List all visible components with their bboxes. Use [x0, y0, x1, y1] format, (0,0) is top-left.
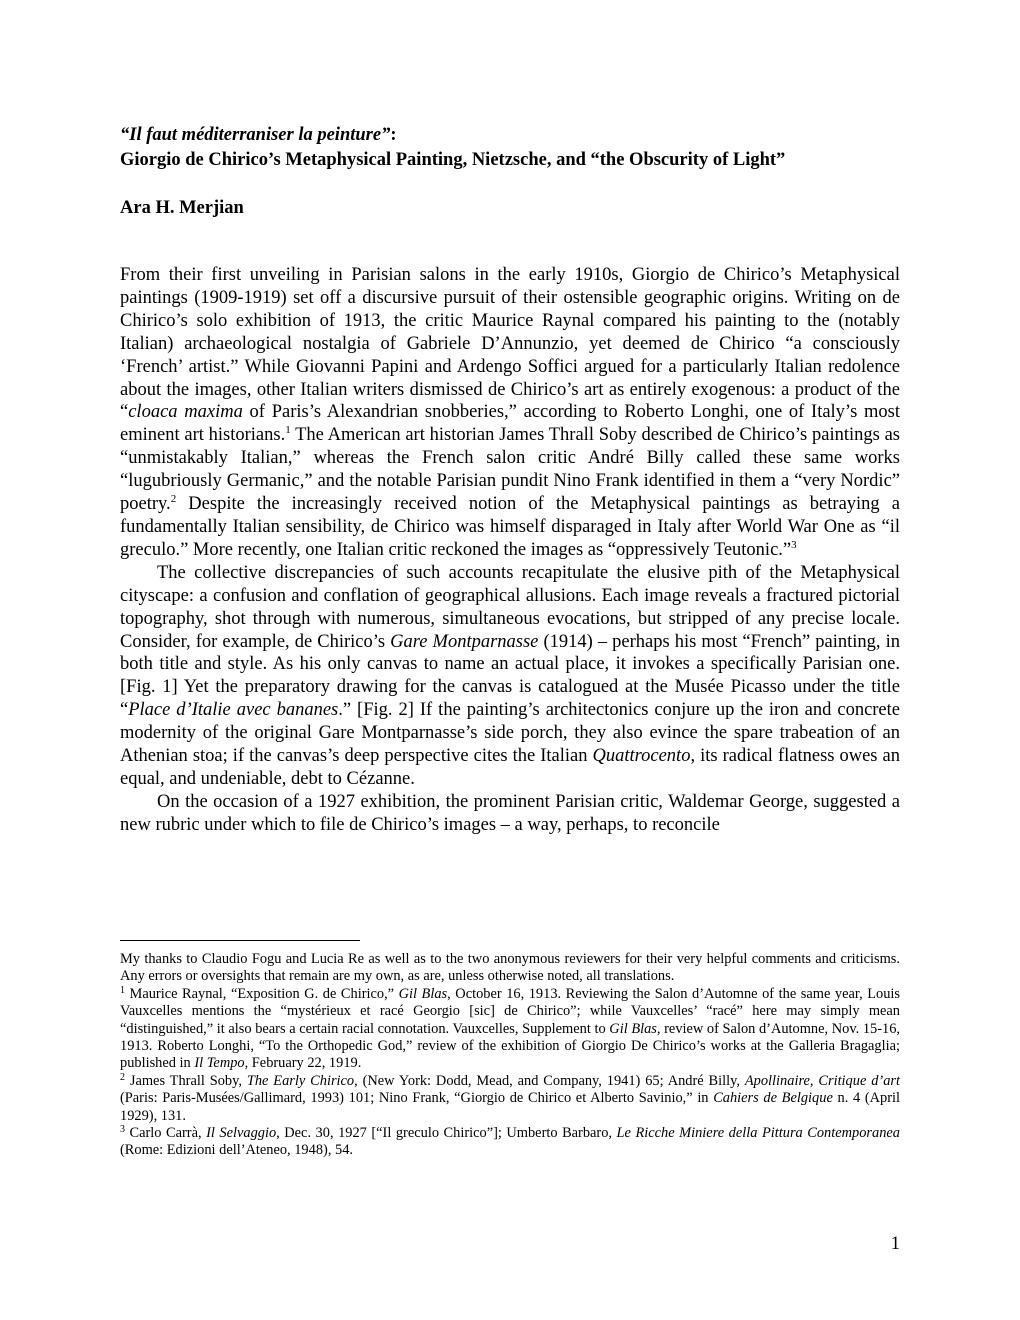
- italic-span: Il Tempo: [194, 1055, 245, 1072]
- footnote-ref-2[interactable]: 2: [170, 493, 177, 506]
- paragraph-1: [120, 264, 900, 562]
- italic-span: Place d’Italie avec bananes: [128, 700, 339, 721]
- footnote-3: [120, 1125, 900, 1160]
- italic-span: Gil Blas: [398, 985, 448, 1002]
- text-span: (1914) – perhaps his most “French” painting, in both title and style. As his only canvas to name an actual place, it invokes a specifically Parisian one. [Fig. 1] Yet the preparatory drawing for the canvas is catalogued at the Musée Picasso under the title “: [120, 631, 900, 721]
- paragraph-2: [120, 562, 900, 791]
- title-line-1: [120, 123, 900, 148]
- text-span: , October 16, 1913. Reviewing the Salon d’Automne of the same year, Louis Vauxcelles mentions the “mystérieux et racé Georgio [sic] de Chirico”; while Vauxcelles’ “racé” here may simply mean “distinguished,” it also bears a certain racial connotation. Vauxcelles, Supplement to: [120, 985, 901, 1037]
- text-span: , Dec. 30, 1927 [“Il greculo Chirico”]; Umberto Barbaro,: [276, 1125, 617, 1142]
- text-span: , review of Salon d’Automne, Nov. 15-16, 1913. Roberto Longhi, “To the Orthopedic God,” review of the exhibition of Giorgio De Chirico’s works at the Galleria Bragaglia; published in: [120, 1020, 900, 1072]
- footnote-divider: [120, 940, 360, 941]
- text-span: Despite the increasingly received notion of the Metaphysical paintings as betraying a fundamentally Italian sensibility, de Chirico was himself disparaged in Italy after World War One as “il greculo.” More recently, one Italian critic reckoned the images as “oppressively Teutonic.”: [120, 494, 900, 560]
- body-text: [120, 264, 900, 837]
- footnote-2: [120, 1073, 900, 1125]
- text-span: , (New York: Dodd, Mead, and Company, 1941) 65; André Billy,: [354, 1072, 745, 1089]
- text-span: , its radical flatness owes an equal, and undeniable, debt to Cézanne.: [120, 746, 900, 789]
- text-span: of Paris’s Alexandrian snobberies,” according to Roberto Longhi, one of Italy’s most eminent art historians.: [120, 402, 900, 446]
- italic-span: Le Ricche Miniere della Pittura Contemporanea: [616, 1125, 900, 1142]
- italic-span: The Early Chirico: [246, 1072, 355, 1089]
- italic-span: Gil Blas: [609, 1020, 657, 1037]
- paper-page: [120, 0, 900, 1320]
- author-name: Ara H. Merjian: [120, 198, 244, 218]
- text-span: (Rome: Edizioni dell’Ateneo, 1948), 54.: [120, 1142, 353, 1159]
- page-number: 1: [890, 1234, 900, 1254]
- italic-span: Cahiers de Belgique: [713, 1090, 833, 1107]
- italic-span: Gare Montparnasse: [390, 631, 539, 652]
- text-span: From their first unveiling in Parisian salons in the early 1910s, Giorgio de Chirico’s Metaphysical paintings (1909-1919) set off a discursive pursuit of their ostensible geographic origins. Writing on de Chirico’s solo exhibition of 1913, the critic Maurice Raynal compared his painting to the (notably Italian) archaeological nostalgia of Gabriele D’Annunzio, yet deemed de Chirico “a consciously ‘French’ artist.” While Giovanni Papini and Ardengo Soffici argued for a particularly Italian redolence about the images, other Italian writers dismissed de Chirico’s art as entirely exogenous: a product of the “: [120, 265, 900, 423]
- footnote-1: [120, 986, 900, 1073]
- text-span: Carlo Carrà,: [125, 1125, 207, 1142]
- italic-span: cloaca maxima: [128, 402, 243, 423]
- text-span: Maurice Raynal, “Exposition G. de Chirico,”: [125, 985, 399, 1002]
- title-quote: “Il faut méditerraniser la peinture”: [120, 125, 391, 145]
- text-span: (Paris: Paris-Musées/Gallimard, 1993) 101; Nino Frank, “Giorgio de Chirico et Alberto Savinio,” in: [120, 1090, 714, 1107]
- footnote-ref-3[interactable]: 3: [791, 538, 797, 551]
- italic-span: Apollinaire, Critique d’art: [744, 1072, 900, 1089]
- text-span: , February 22, 1919.: [244, 1055, 362, 1072]
- text-span: .” [Fig. 2] If the painting’s architectonics conjure up the iron and concrete modernity of the original Gare Montparnasse’s side porch, they also evince the spare trabeation of an Athenian stoa; if the canvas’s deep perspective cites the Italian: [120, 700, 900, 767]
- footnote-ref-1[interactable]: 1: [285, 424, 291, 437]
- paper-title: [120, 123, 900, 173]
- footnote-number: 3: [120, 1124, 125, 1136]
- footnote-number: 2: [120, 1071, 125, 1083]
- text-span: The collective discrepancies of such accounts recapitulate the elusive pith of the Metaphysical cityscape: a confusion and conflation of geographical allusions. Each image reveals a fractured pictorial topography, shot through with numerous, simultaneous evocations, but stripped of any precise locale. Consider, for example, de Chirico’s: [120, 562, 900, 652]
- italic-span: Quattrocento: [592, 746, 691, 767]
- italic-span: Il Selvaggio: [206, 1125, 277, 1142]
- text-span: James Thrall Soby,: [125, 1072, 247, 1089]
- footnote-thanks: My thanks to Claudio Fogu and Lucia Re as well as to the two anonymous reviewers for their very helpful comments and criticisms. Any errors or oversights that remain are my own, as are, unless otherwise noted, all translations.: [120, 951, 900, 985]
- footnote-number: 1: [120, 984, 125, 996]
- footnotes: [120, 951, 900, 1160]
- paragraph-3: On the occasion of a 1927 exhibition, the prominent Parisian critic, Waldemar George, suggested a new rubric under which to file de Chirico’s images – a way, perhaps, to reconcile: [120, 791, 900, 835]
- title-line-2: Giorgio de Chirico’s Metaphysical Painting, Nietzsche, and “the Obscurity of Light”: [120, 150, 786, 170]
- text-span: n. 4 (April 1929), 131.: [120, 1090, 900, 1124]
- text-span: The American art historian James Thrall Soby described de Chirico’s paintings as “unmistakably Italian,” whereas the French salon critic André Billy called these same works “lugubriously Germanic,” and the notable Parisian pundit Nino Frank identified in them a “very Nordic” poetry.: [120, 425, 900, 515]
- title-colon: :: [390, 125, 397, 145]
